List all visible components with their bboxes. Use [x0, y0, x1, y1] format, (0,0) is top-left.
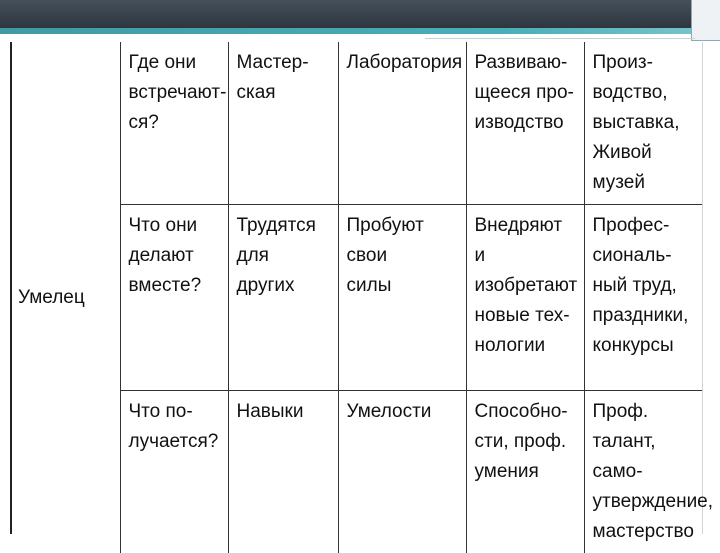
- table-cell: Трудятся для других: [228, 205, 338, 391]
- table-cell: Внедряют и изобретают новые тех- нологии: [466, 205, 584, 391]
- row-header-cell: Умелец: [12, 42, 120, 553]
- table-cell: Способно- сти, проф. умения: [466, 391, 584, 553]
- table-cell: Произ- водство, выставка, Живой музей: [584, 42, 702, 205]
- question-cell: Что по- лучается?: [120, 391, 228, 553]
- question-cell: Где они встречают- ся?: [120, 42, 228, 205]
- slide-header-bar: [0, 0, 720, 28]
- question-cell: Что они делают вместе?: [120, 205, 228, 391]
- table-cell: Пробуют свои силы: [338, 205, 466, 391]
- table-cell: Лаборатория: [338, 42, 466, 205]
- table-cell: Мастер- ская: [228, 42, 338, 205]
- table-cell: Проф. талант, само- утверждение, мастерство: [584, 391, 702, 553]
- skills-table: [12, 42, 702, 553]
- table-cell: Навыки: [228, 391, 338, 553]
- header-divider-line: [425, 38, 695, 39]
- table-row: [12, 42, 702, 205]
- header-accent-line: [0, 28, 720, 34]
- table-cell: Умелости: [338, 391, 466, 553]
- slide-content: [10, 42, 703, 534]
- table-cell: Развиваю- щееся про- изводство: [466, 42, 584, 205]
- table-cell: Профес- сиональ- ный труд, праздники, конкурсы: [584, 205, 702, 391]
- header-corner-decoration: [691, 0, 720, 41]
